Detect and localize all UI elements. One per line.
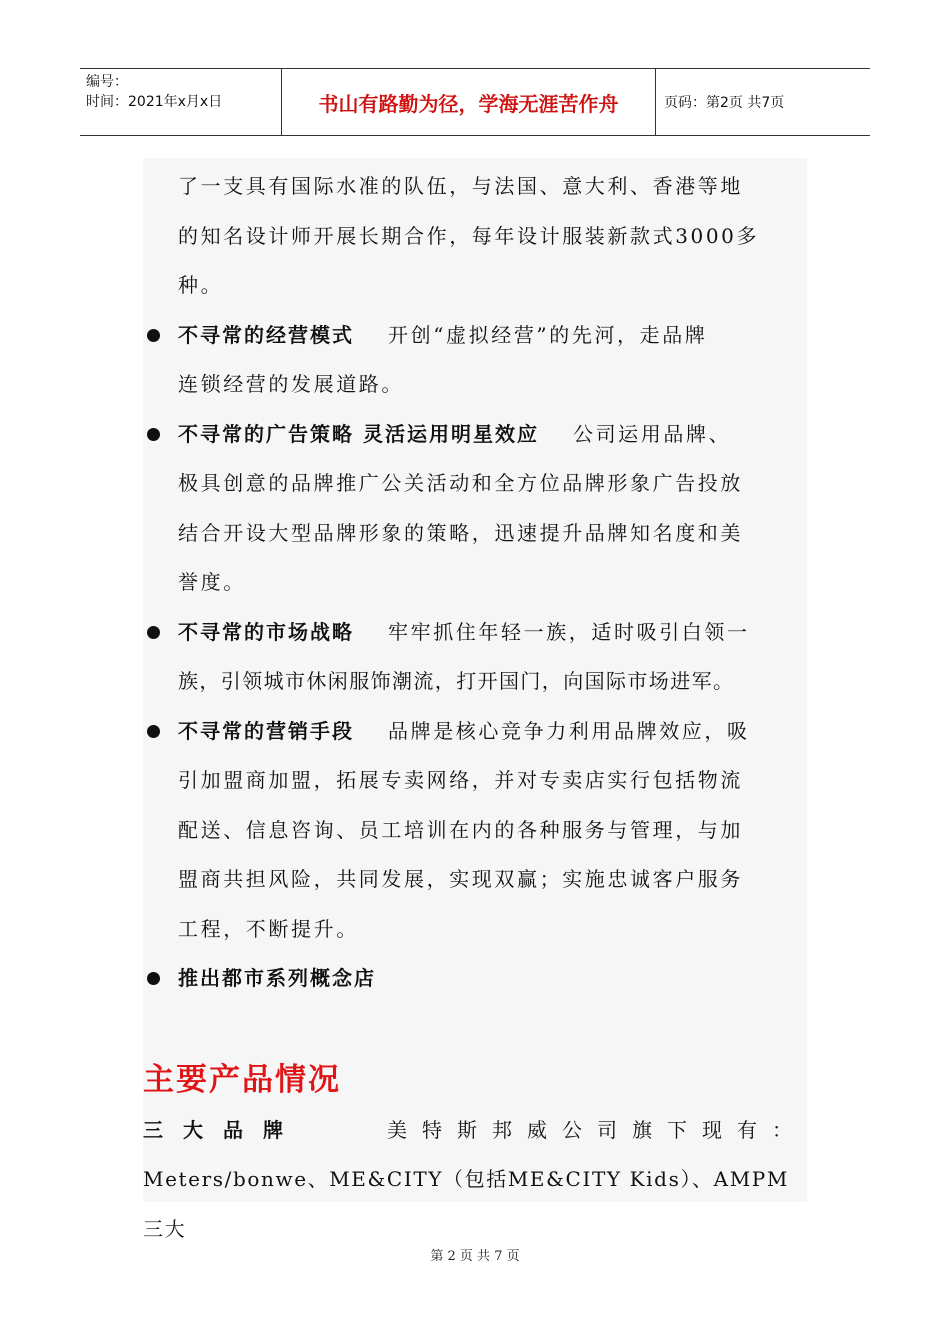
list-item	[143, 311, 807, 361]
list-item-text: 公司运用品牌、	[572, 421, 732, 446]
intro-line: 的知名设计师开展长期合作，每年设计服装新款式3000多	[178, 223, 760, 248]
bullet-icon	[147, 972, 160, 985]
list-item-title: 不寻常的经营模式	[178, 322, 354, 347]
list-item-text: 开创“虚拟经营”的先河，走品牌	[388, 322, 708, 347]
list-item-title: 推出都市系列概念店	[178, 966, 376, 990]
brands-text: 美特斯邦威公司旗下现有：	[387, 1117, 807, 1142]
list-item	[143, 707, 807, 757]
list-item	[143, 410, 807, 460]
list-item	[143, 608, 807, 658]
page-header	[80, 68, 870, 136]
list-item-text: 誉度。	[178, 570, 246, 594]
bullet-icon	[147, 626, 160, 639]
list-item-text: 品牌是核心竞争力利用品牌效应，吸	[388, 718, 750, 743]
document-body	[143, 162, 807, 1254]
list-item-text: 配送、信息咨询、员工培训在内的各种服务与管理，与加	[178, 817, 743, 842]
header-page-info: 页码：第2页 共7页	[664, 95, 785, 111]
list-item	[143, 954, 807, 1004]
list-item-text: 牢牢抓住年轻一族，适时吸引白领一	[388, 619, 750, 644]
intro-line: 了一支具有国际水准的队伍，与法国、意大利、香港等地	[178, 174, 743, 198]
list-item-text: 族，引领城市休闲服饰潮流，打开国门，向国际市场进军。	[178, 669, 735, 693]
bullet-icon	[147, 725, 160, 738]
brands-line-2: Meters/bonwe、ME&CITY（包括ME&CITY Kids）、AMPM三大	[143, 1167, 789, 1241]
bullet-icon	[147, 428, 160, 441]
header-date-label: 时间：2021年x月x日	[86, 94, 223, 110]
header-number-label: 编号：	[86, 74, 128, 90]
intro-line: 种。	[178, 273, 224, 297]
page-footer: 第 2 页 共 7 页	[430, 1249, 520, 1264]
header-motto: 书山有路勤为径，学海无涯苦作舟	[282, 69, 656, 135]
list-item-text: 连锁经营的发展道路。	[178, 372, 404, 396]
brands-line	[143, 1106, 807, 1156]
list-item-title: 不寻常的市场战略	[178, 619, 354, 644]
list-item-text: 结合开设大型品牌形象的策略，迅速提升品牌知名度和美	[178, 520, 743, 545]
list-item-text: 工程，不断提升。	[178, 916, 359, 941]
list-item-text: 极具创意的品牌推广公关活动和全方位品牌形象广告投放	[178, 471, 743, 495]
brands-label: 三大品牌	[143, 1117, 303, 1142]
list-item-title: 不寻常的营销手段	[178, 718, 354, 743]
list-item-title: 不寻常的广告策略 灵活运用明星效应	[178, 421, 539, 446]
list-item-text: 盟商共担风险，共同发展，实现双赢；实施忠诚客户服务	[178, 867, 743, 891]
section-title: 主要产品情况	[143, 1061, 341, 1098]
list-item-text: 引加盟商加盟，拓展专卖网络，并对专卖店实行包括物流	[178, 768, 743, 792]
bullet-icon	[147, 329, 160, 342]
header-meta	[80, 69, 282, 135]
